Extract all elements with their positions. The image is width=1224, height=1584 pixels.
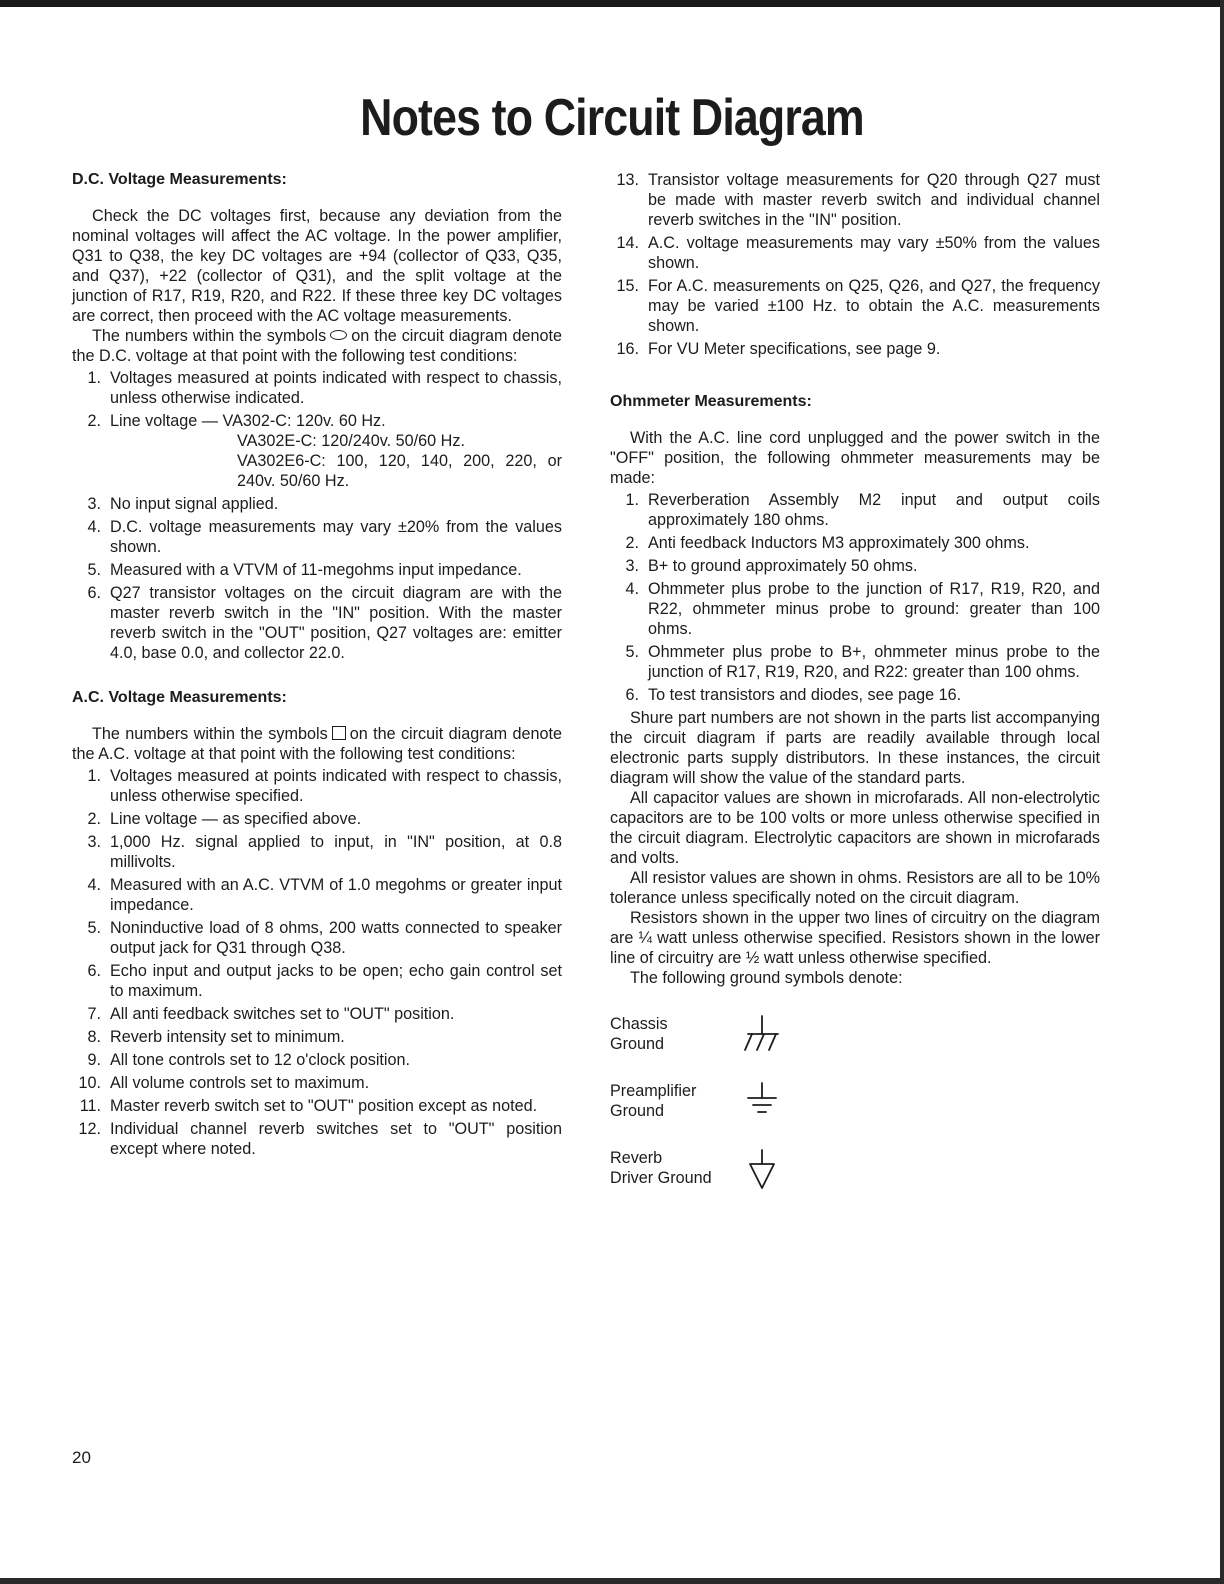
item-number: 11. — [79, 1097, 101, 1115]
preamplifier-ground-icon — [738, 1081, 786, 1123]
resistor-wattage-note: Resistors shown in the upper two lines of circuitry on the diagram are ¼ watt unless otherwise specified. Resistors shown in the lower line of circuitry are ½ watt unless otherwise specified. — [610, 909, 1100, 967]
dc-conditions-list — [72, 368, 562, 663]
list-item — [72, 1096, 562, 1116]
item-number: 5. — [87, 561, 101, 579]
list-item — [72, 494, 562, 514]
item-text: Voltages measured at points indicated with respect to chassis, unless otherwise indicated. — [110, 369, 562, 407]
item-number: 7. — [87, 1005, 101, 1023]
item-number: 2. — [87, 412, 101, 430]
item-text: Individual channel reverb switches set to "OUT" position except where noted. — [110, 1120, 562, 1158]
list-item — [72, 1004, 562, 1024]
list-item — [610, 579, 1100, 639]
ac-heading: A.C. Voltage Measurements: — [72, 689, 287, 706]
item-number: 13. — [616, 171, 639, 189]
item-text: All tone controls set to 12 o'clock position. — [110, 1051, 411, 1069]
ground-label: Chassis Ground — [610, 1015, 668, 1053]
list-item — [72, 1050, 562, 1070]
list-item — [72, 411, 562, 491]
list-item — [72, 1027, 562, 1047]
item-number: 1. — [625, 491, 639, 509]
item-text: Reverb intensity set to minimum. — [110, 1028, 345, 1046]
item-text: Line voltage — VA302-C: 120v. 60 Hz. — [110, 412, 386, 430]
list-item — [72, 583, 562, 663]
dc-symbols-paragraph — [72, 326, 562, 366]
item-text: 1,000 Hz. signal applied to input, in "IN" position, at 0.8 millivolts. — [110, 833, 562, 871]
item-text: For VU Meter specifications, see page 9. — [648, 340, 941, 358]
item-number: 6. — [87, 962, 101, 980]
item-text: B+ to ground approximately 50 ohms. — [648, 557, 918, 575]
reverb-driver-ground-icon — [738, 1148, 786, 1192]
bottom-rule — [0, 1578, 1224, 1584]
item-number: 2. — [625, 534, 639, 552]
parts-note: Shure part numbers are not shown in the parts list accompanying the circuit diagram if parts are readily available through local electronic parts supply distributors. In these instances, the circuit diagram will show the value of the standard parts. — [610, 709, 1100, 787]
ground-legend-row — [610, 1014, 1100, 1054]
capacitor-note: All capacitor values are shown in microfarads. All non-electrolytic capacitors are to be 100 volts or more unless otherwise specified in the circuit diagram. Electrolytic capacitors are shown in microfarads and volts. — [610, 789, 1100, 867]
item-number: 3. — [87, 833, 101, 851]
item-text: No input signal applied. — [110, 495, 279, 513]
list-item — [610, 233, 1100, 273]
item-text: Anti feedback Inductors M3 approximately 300 ohms. — [648, 534, 1030, 552]
item-number: 6. — [625, 686, 639, 704]
item-text: Transistor voltage measurements for Q20 through Q27 must be made with master reverb switch and individual channel reverb switches in the "IN" position. — [648, 171, 1100, 229]
page-number: 20 — [72, 1448, 91, 1467]
list-item — [72, 1119, 562, 1159]
ohm-heading: Ohmmeter Measurements: — [610, 393, 812, 410]
item-text: Echo input and output jacks to be open; echo gain control set to maximum. — [110, 962, 562, 1000]
list-item — [72, 517, 562, 557]
item-text: For A.C. measurements on Q25, Q26, and Q27, the frequency may be varied ±100 Hz. to obtain the A.C. measurements shown. — [648, 277, 1100, 335]
item-text: All volume controls set to maximum. — [110, 1074, 370, 1092]
left-column — [72, 170, 562, 1162]
item-number: 2. — [87, 810, 101, 828]
list-item — [72, 832, 562, 872]
list-item — [72, 918, 562, 958]
list-item — [610, 170, 1100, 230]
item-number: 5. — [87, 919, 101, 937]
item-number: 1. — [87, 767, 101, 785]
item-text: Reverberation Assembly M2 input and output coils approximately 180 ohms. — [648, 491, 1100, 529]
item-number: 5. — [625, 643, 639, 661]
ground-label: Reverb Driver Ground — [610, 1149, 712, 1187]
dc-heading: D.C. Voltage Measurements: — [72, 171, 287, 188]
item-number: 14. — [616, 234, 639, 252]
list-item — [610, 642, 1100, 682]
item-text: Measured with a VTVM of 11-megohms input impedance. — [110, 561, 522, 579]
item-text: Master reverb switch set to "OUT" position except as noted. — [110, 1097, 538, 1115]
list-item — [72, 809, 562, 829]
ac-symbols-paragraph — [72, 724, 562, 764]
item-text: Voltages measured at points indicated with respect to chassis, unless otherwise specified. — [110, 767, 562, 805]
item-number: 15. — [616, 277, 639, 295]
list-item — [72, 368, 562, 408]
item-number: 1. — [87, 369, 101, 387]
ground-symbols-legend — [610, 1014, 1100, 1188]
item-text: Ohmmeter plus probe to B+, ohmmeter minus probe to the junction of R17, R19, R20, and R22: greater than 100 ohms. — [648, 643, 1100, 681]
line-voltage-sub: VA302E6-C: 100, 120, 140, 200, 220, or 240v. 50/60 Hz. — [237, 452, 562, 490]
item-number: 6. — [87, 584, 101, 602]
item-text: A.C. voltage measurements may vary ±50% from the values shown. — [648, 234, 1100, 272]
ohm-list — [610, 490, 1100, 705]
item-text: Q27 transistor voltages on the circuit diagram are with the master reverb switch in the "IN" position. With the master reverb switch in the "OUT" position, Q27 voltages are: emitter 4.0, base 0.0, and collector 22.0. — [110, 584, 562, 662]
item-number: 3. — [625, 557, 639, 575]
page-title: Notes to Circuit Diagram — [360, 89, 864, 147]
item-text: D.C. voltage measurements may vary ±20% from the values shown. — [110, 518, 562, 556]
list-item — [72, 766, 562, 806]
item-number: 8. — [87, 1028, 101, 1046]
ac-conditions-list-continued — [610, 170, 1100, 359]
list-item — [72, 560, 562, 580]
line-voltage-sub: VA302E-C: 120/240v. 50/60 Hz. — [237, 432, 465, 450]
dc-intro: Check the DC voltages first, because any deviation from the nominal voltages will affect the AC voltage. In the power amplifier, Q31 to Q38, the key DC voltages are +94 (collector of Q33, Q35, and Q37), +22 (collector of Q31), and the split voltage at the junction of R17, R19, R20, and R22. If these three key DC voltages are correct, then proceed with the AC voltage measurements. — [72, 207, 562, 325]
list-item — [72, 875, 562, 915]
item-number: 4. — [625, 580, 639, 598]
item-number: 3. — [87, 495, 101, 513]
right-column — [610, 170, 1100, 1215]
item-number: 10. — [78, 1074, 101, 1092]
ground-label: Preamplifier Ground — [610, 1082, 697, 1120]
circle-symbol-icon — [330, 330, 347, 340]
list-item — [610, 556, 1100, 576]
item-number: 16. — [616, 340, 639, 358]
item-text: Measured with an A.C. VTVM of 1.0 megohms or greater input impedance. — [110, 876, 562, 914]
list-item — [610, 276, 1100, 336]
list-item — [610, 490, 1100, 530]
ground-symbols-intro: The following ground symbols denote: — [630, 969, 903, 987]
right-edge-rule — [1220, 0, 1224, 1584]
ac-conditions-list — [72, 766, 562, 1159]
list-item — [72, 961, 562, 1001]
item-text: Ohmmeter plus probe to the junction of R17, R19, R20, and R22, ohmmeter minus probe to ground: greater than 100 ohms. — [648, 580, 1100, 638]
list-item — [610, 533, 1100, 553]
item-text: Noninductive load of 8 ohms, 200 watts connected to speaker output jack for Q31 through Q38. — [110, 919, 562, 957]
resistor-note: All resistor values are shown in ohms. Resistors are all to be 10% tolerance unless specifically noted on the circuit diagram. — [610, 869, 1100, 907]
list-item — [610, 685, 1100, 705]
ground-legend-row — [610, 1148, 1100, 1188]
dc-symbols-pre: The numbers within the symbols — [92, 327, 327, 345]
item-text: Line voltage — as specified above. — [110, 810, 362, 828]
ac-symbols-pre: The numbers within the symbols — [92, 725, 328, 743]
item-number: 4. — [87, 518, 101, 536]
item-number: 12. — [78, 1120, 101, 1138]
ohm-intro: With the A.C. line cord unplugged and the power switch in the "OFF" position, the following ohmmeter measurements may be made: — [610, 429, 1100, 487]
item-text: To test transistors and diodes, see page 16. — [648, 686, 962, 704]
chassis-ground-icon — [738, 1014, 786, 1056]
item-number: 4. — [87, 876, 101, 894]
item-number: 9. — [87, 1051, 101, 1069]
line-voltage-item — [110, 411, 562, 491]
ground-legend-row — [610, 1081, 1100, 1121]
item-text: All anti feedback switches set to "OUT" position. — [110, 1005, 455, 1023]
dc-symbols-post: on the circuit diagram denote the D.C. voltage at that point with the following test conditions: — [72, 327, 563, 365]
ac-symbols-post: on the circuit diagram denote the A.C. voltage at that point with the following test conditions: — [72, 725, 563, 763]
list-item — [610, 339, 1100, 359]
square-symbol-icon — [332, 726, 346, 740]
list-item — [72, 1073, 562, 1093]
top-rule — [0, 0, 1224, 7]
